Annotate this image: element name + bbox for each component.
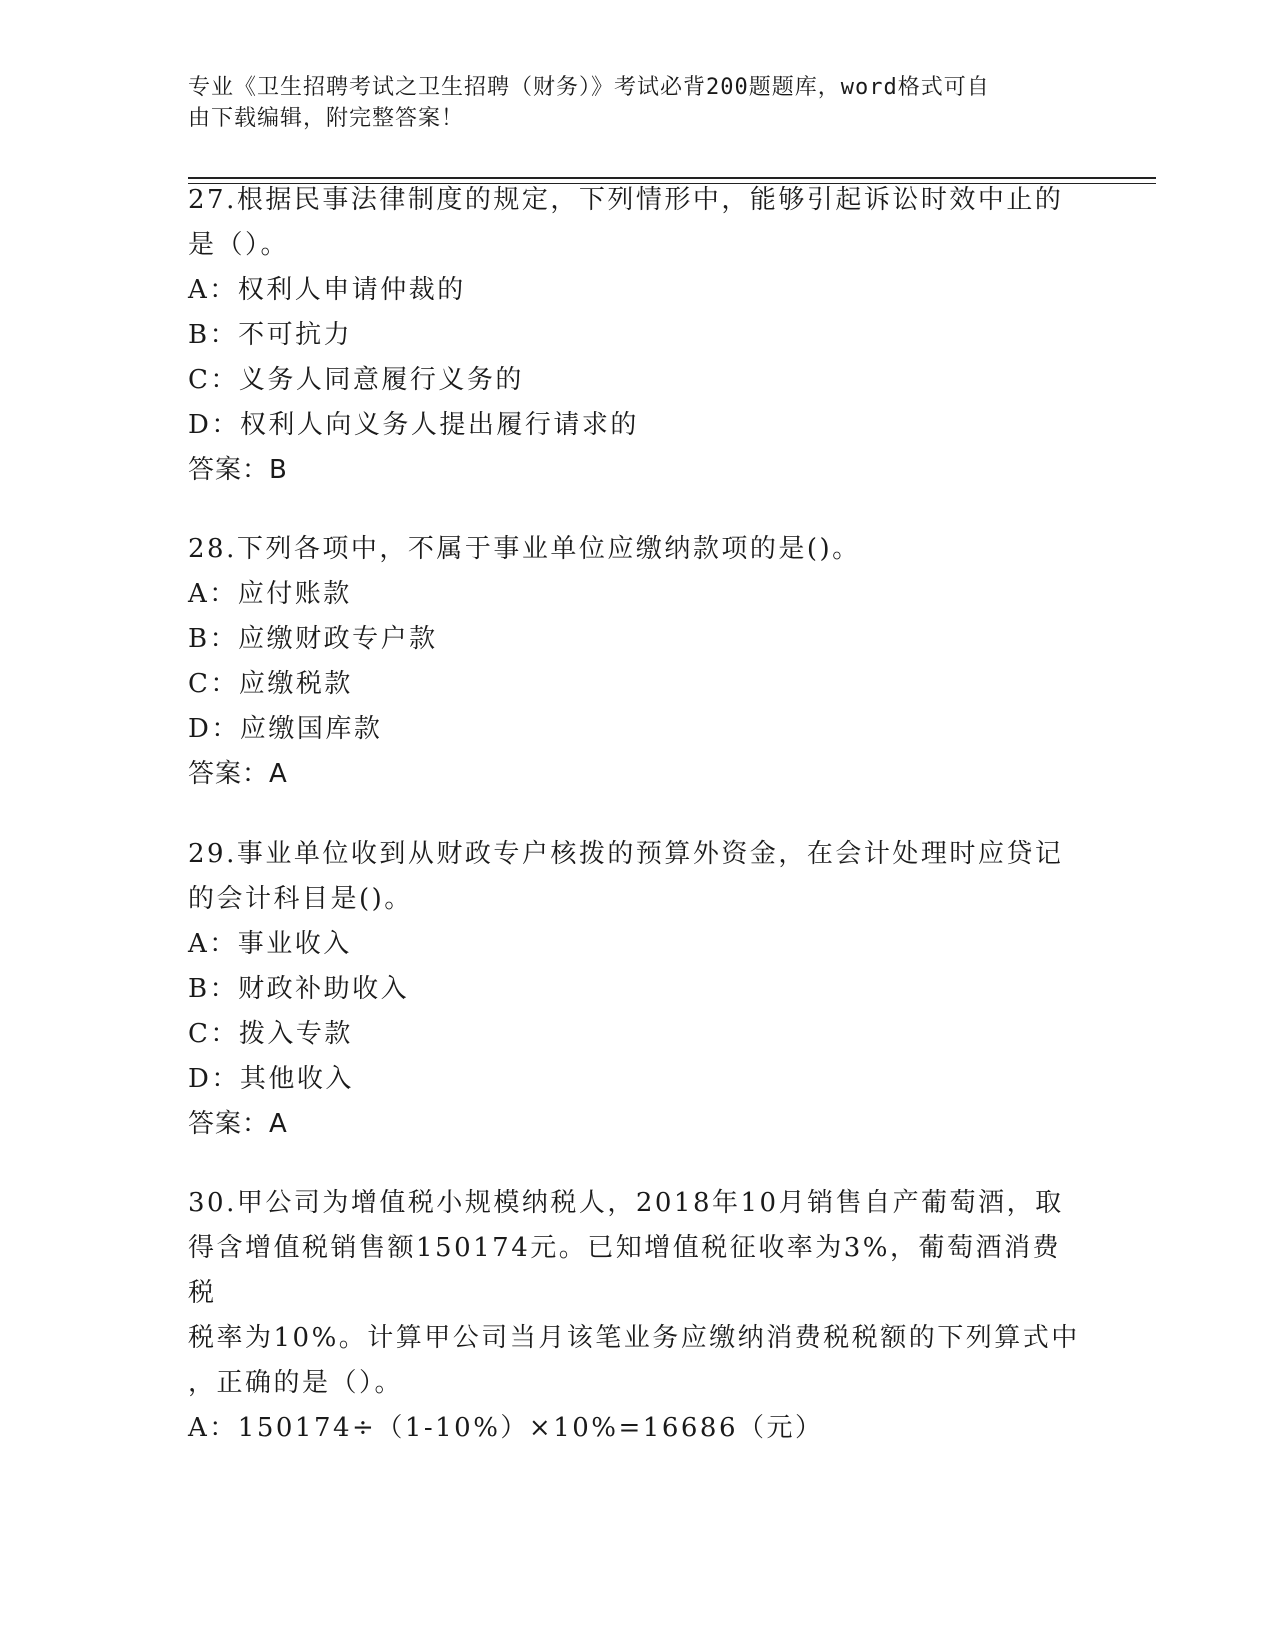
option-d: D：权利人向义务人提出履行请求的 (188, 410, 639, 440)
option-d: D：应缴国库款 (188, 714, 383, 744)
option-a: A：权利人申请仲裁的 (188, 275, 466, 305)
question-stem-line: ，正确的是（）。 (188, 1368, 404, 1398)
question-30 (188, 1181, 1088, 1451)
header-line: 由下载编辑，附完整答案！ (188, 106, 465, 131)
option-b: B：不可抗力 (188, 320, 353, 350)
option-c: C：拨入专款 (188, 1019, 353, 1049)
option-a: A：150174÷（1-10%）×10%=16686（元） (188, 1413, 824, 1443)
answer: 答案：A (188, 759, 288, 789)
option-a: A：事业收入 (188, 929, 352, 959)
question-28 (188, 527, 1088, 797)
document-header (188, 72, 1068, 134)
question-stem-line: 是（）。 (188, 230, 290, 260)
answer: 答案：B (188, 455, 288, 485)
question-stem-line: 得含增值税销售额150174元。已知增值税征收率为3%，葡萄酒消费税 (188, 1233, 1061, 1308)
header-line: 专业《卫生招聘考试之卫生招聘（财务）》考试必背200题题库，word格式可自 (188, 75, 990, 100)
option-b: B：财政补助收入 (188, 974, 410, 1004)
question-stem-line: 税率为10%。计算甲公司当月该笔业务应缴纳消费税税额的下列算式中 (188, 1323, 1080, 1353)
question-stem-line: 29.事业单位收到从财政专户核拨的预算外资金，在会计处理时应贷记 (188, 839, 1064, 869)
question-stem-line: 27.根据民事法律制度的规定，下列情形中，能够引起诉讼时效中止的 (188, 185, 1064, 215)
option-c: C：义务人同意履行义务的 (188, 365, 524, 395)
option-b: B：应缴财政专户款 (188, 624, 438, 654)
option-d: D：其他收入 (188, 1064, 354, 1094)
question-stem-line: 28.下列各项中，不属于事业单位应缴纳款项的是()。 (188, 534, 861, 564)
question-27 (188, 178, 1088, 493)
option-c: C：应缴税款 (188, 669, 353, 699)
answer: 答案：A (188, 1109, 288, 1139)
question-stem-line: 30.甲公司为增值税小规模纳税人，2018年10月销售自产葡萄酒，取 (188, 1188, 1064, 1218)
question-stem-line: 的会计科目是()。 (188, 884, 413, 914)
question-29 (188, 832, 1088, 1147)
option-a: A：应付账款 (188, 579, 352, 609)
